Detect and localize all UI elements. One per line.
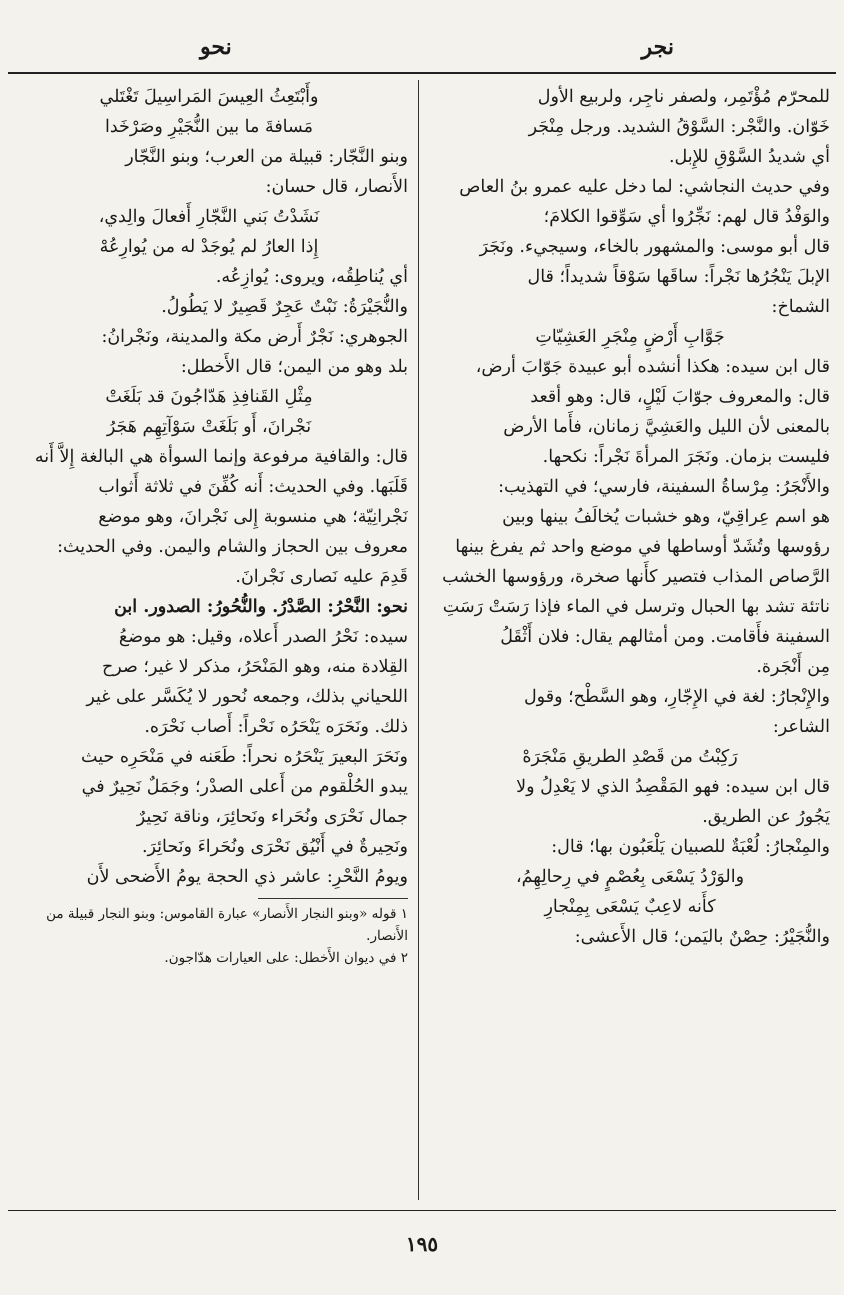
entry-heading: نحو: النَّحْرُ: الصَّدْرُ. والنُّحُورُ: الصدور. ابن xyxy=(114,597,408,617)
text-line: وبنو النَّجّار: قبيلة من العرب؛ وبنو النَّجّار xyxy=(125,147,408,167)
text-line: قال أبو موسى: والمشهور بالخاء، وسيجيء. ونَجَرَ xyxy=(479,237,830,257)
footnote: ١ قوله «وبنو النجار الأَنصار» عبارة القاموس: وبنو النجار قبيلة من الأَنصار. xyxy=(46,906,408,944)
running-header-right: نجر xyxy=(641,34,674,60)
text-line: ذلك. ونَحَرَه يَنْحَرُه نَحْراً: أَصاب نَحْرَه. xyxy=(144,717,408,737)
verse-line: وأَبْتَعِثُ العِيسَ المَراسِيلَ تَغْتَلي xyxy=(99,87,319,107)
text-line: الشاعر: xyxy=(772,717,830,737)
verse-line: نَجْرانَ، أَو بَلَغَتْ سَوْآتِهِم هَجَرُ xyxy=(106,417,312,437)
verse-line: مَسافةَ ما بين النُّجَيْرِ وصَرْخَدا xyxy=(104,117,314,137)
text-line: والنُّجَيْرُ: حِصْنٌ باليَمن؛ قال الأَعشى: xyxy=(574,927,830,947)
text-line: القِلادة منه، وهو المَنْحَرُ، مذكر لا غير؛ صرح xyxy=(102,657,408,677)
verse-line: مِثْلِ القَنافِذِ هَدّاجُونَ قد بَلَغَتْ xyxy=(105,387,313,407)
text-line: قَدِمَ عليه نَصارى نَجْرانَ. xyxy=(235,567,408,587)
text-line: خَوّان. والنَّجْر: السَّوْقُ الشديد. ورجل مِنْجَر xyxy=(528,117,830,137)
footnote-rule xyxy=(258,898,408,899)
footnote: ٢ في ديوان الأَخطل: على العيارات هدّاجون. xyxy=(164,950,408,966)
text-line: يَجُورُ عن الطريق. xyxy=(702,807,830,827)
text-line: قال: والقافية مرفوعة وإنما السوأة هي البالغة إِلاَّ أَنه xyxy=(34,447,408,467)
text-line: ناتئة تشد بها الحبال وترسل في الماء فإذا رَسَتْ رَسَتِ xyxy=(442,597,830,617)
verse-line: إِذا العارُ لم يُوجَدْ له من يُوارِعُهْ xyxy=(99,237,319,257)
column-divider xyxy=(418,80,419,1200)
text-line: معروف بين الحجاز والشام واليمن. وفي الحديث: xyxy=(57,537,408,557)
text-line: الإبلَ يَنْجُرُها نَجْراً: ساقَها سَوْقاً شديداً؛ قال xyxy=(527,267,830,287)
text-line: هو اسم عِراقِيّ، وهو خشبات يُخالَفُ بينها وبين xyxy=(502,507,830,527)
text-line: سيده: نَحْرُ الصدر أَعلاه، وقيل: هو موضعُ xyxy=(118,627,408,647)
verse-line: والوَرْدُ يَسْعَى بِعُصْمٍ في رِحالِهِمُ، xyxy=(515,867,745,887)
text-line: بلد وهو من اليمن؛ قال الأَخطل: xyxy=(180,357,408,377)
text-line: فليست بزمان. ونَجَرَ المرأةَ نَجْراً: نكحها. xyxy=(542,447,830,467)
page-number: ١٩٥ xyxy=(405,1232,439,1256)
verse-line: كأَنه لاعِبٌ يَسْعَى بِمِنْجارِ xyxy=(544,897,716,917)
text-line: السفينة فأَقامت. ومن أمثالهم يقال: فلان أَثْقَلُ xyxy=(500,627,830,647)
text-line: مِن أَنْجَرة. xyxy=(756,657,830,677)
text-line: والمِنْجارُ: لُعْبَةٌ للصبيان يَلْعَبُون بها؛ قال: xyxy=(551,837,830,857)
text-line: والنُّجَيْرَةُ: نَبْتٌ عَجِرٌ قَصِيرٌ لا يَطُولُ. xyxy=(161,297,408,317)
text-line: والأَنْجَرُ: مِرْساةُ السفينة، فارسي؛ في التهذيب: xyxy=(498,477,830,497)
text-line: ويومُ النَّحْرِ: عاشر ذي الحجة يومُ الأَضحى لأَن xyxy=(86,867,408,887)
text-line: بالمعنى لأن الليل والعَشِيَّ زمانان، فأَما الأرض xyxy=(503,417,830,437)
left-column xyxy=(10,82,408,1202)
top-rule xyxy=(8,72,836,74)
text-line: أي يُناطِقُه، ويروى: يُوازِعُه. xyxy=(215,267,408,287)
text-line: ونَحِيرةٌ في أَنْيُق نَحْرَى ونُحَراءَ ونَحائِرَ. xyxy=(141,837,408,857)
text-line: قال ابن سيده: فهو المَقْصِدُ الذي لا يَعْدِلُ ولا xyxy=(516,777,830,797)
text-line: الجوهري: نَجْرٌ أَرض مكة والمدينة، ونَجْرانُ: xyxy=(101,327,408,347)
verse-line: رَكِبْتُ من قَصْدِ الطريقِ مَنْجَرَهْ xyxy=(522,747,738,767)
text-line: رؤوسها وتُشَدّ أوساطها في موضع واحد ثم يفرغ بينها xyxy=(455,537,830,557)
text-line: الأَنصار، قال حسان: xyxy=(265,177,408,197)
right-column xyxy=(430,82,830,1202)
text-line: قال ابن سيده: هكذا أنشده أبو عبيدة جَوّابَ أرض، xyxy=(475,357,830,377)
verse-line: جَوَّابِ أَرْضٍ مِنْجَرِ العَشِيّاتِ xyxy=(535,327,725,347)
text-line: للمحرّم مُؤْتَمِر، ولصفر ناجِر، ولربيع الأول xyxy=(537,87,830,107)
text-line: اللحياني بذلك، وجمعه نُحور لا يُكَسَّر على غير xyxy=(86,687,408,707)
running-header-left: نحو xyxy=(200,34,232,60)
text-line: الرَّصاص المذاب فتصير كأَنها صخرة، ورؤوسها الخشب xyxy=(442,567,830,587)
text-line: ونَحَرَ البعيرَ يَنْحَرُه نحراً: طَعَنه في مَنْحَرِه حيث xyxy=(81,747,408,767)
text-line: وفي حديث النجاشي: لما دخل عليه عمرو بنُ العاص xyxy=(459,177,830,197)
text-line: أي شديدُ السَّوْقِ للإِبل. xyxy=(668,147,830,167)
text-line: قال: والمعروف جوّابَ لَيْلٍ، قال: وهو أقعد xyxy=(530,387,830,407)
text-line: الشماخ: xyxy=(771,297,830,317)
text-line: يبدو الحُلْقوم من أَعلى الصدْر؛ وجَمَلٌ نَحِيرٌ في xyxy=(81,777,408,797)
text-line: نَجْرانِيّة؛ هي منسوبة إِلى نَجْرانَ، وهو موضع xyxy=(98,507,408,527)
text-line: قَلَبَها. وفي الحديث: أَنه كُفِّنَ في ثلاثة أَثواب xyxy=(98,477,408,497)
text-line: والإِنْجارُ: لغة في الإِجّارِ، وهو السَّطْح؛ وقول xyxy=(523,687,830,707)
text-line: والوَفْدُ قال لهم: نَجِّرُوا أي سَوِّقوا الكلامَ؛ xyxy=(543,207,830,227)
verse-line: نَشَدْتُ بَني النَّجّارِ أَفعالَ والِدي، xyxy=(98,207,320,227)
bottom-rule xyxy=(8,1210,836,1211)
text-line: جمال نَحْرَى ونُحَراء ونَحائِرَ، وناقة نَحِيرٌ xyxy=(136,807,408,827)
